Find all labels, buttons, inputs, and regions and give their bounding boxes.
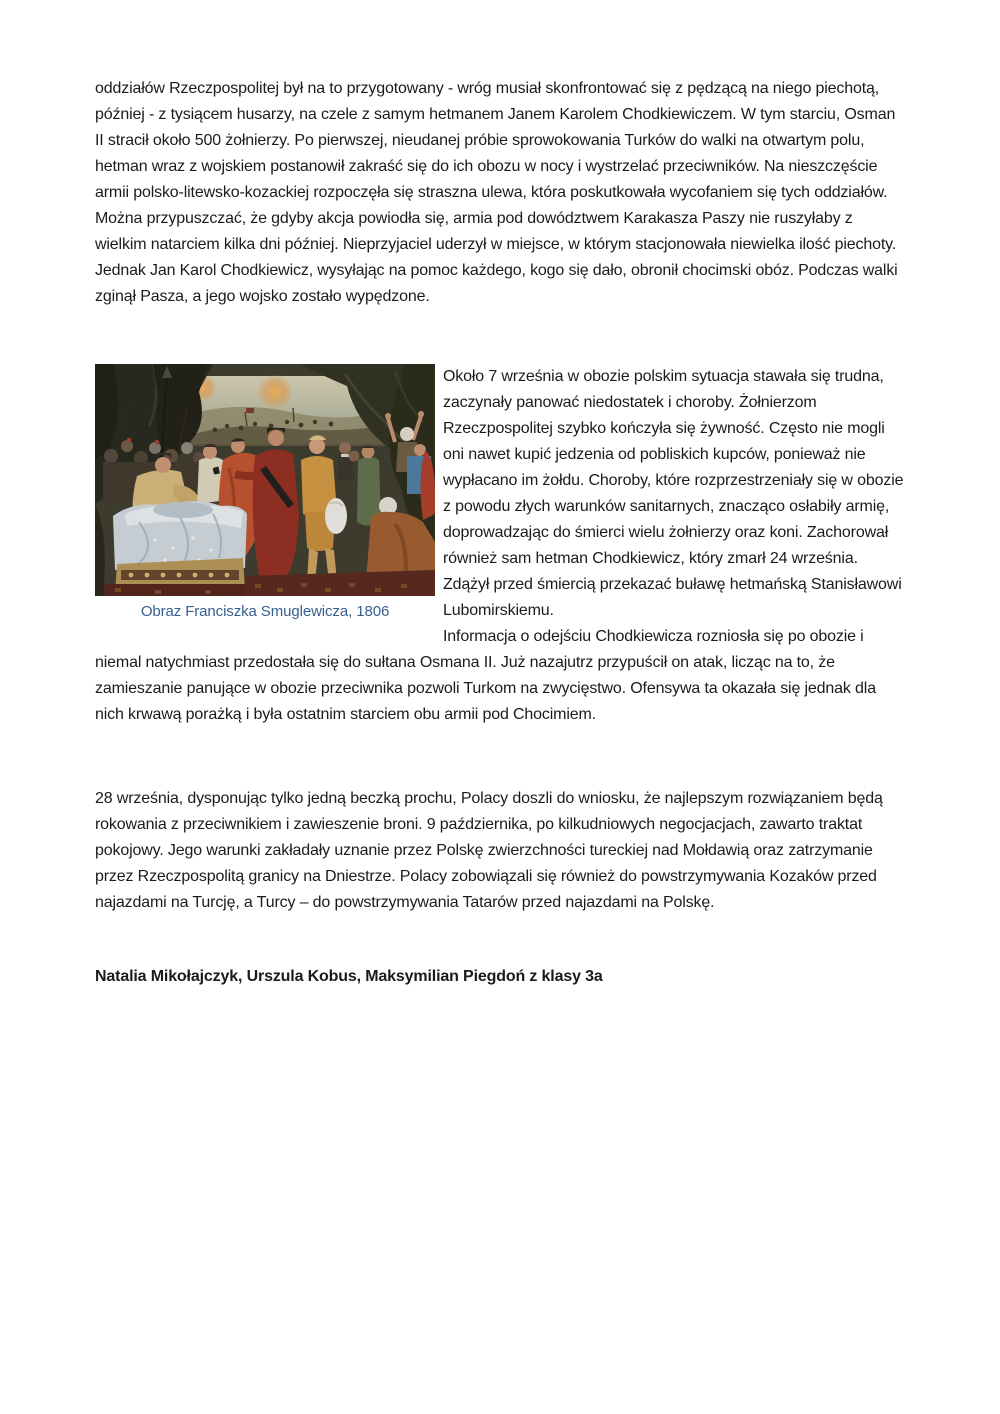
painting-image: [95, 364, 435, 596]
painting-figure: [95, 364, 435, 622]
paragraph-camp-conditions: Około 7 września w obozie polskim sytuacja stawała się trudna, zaczynały panować niedostatek i choroby. Żołnierzom Rzeczpospolitej szybko kończyła się żywność. Często nie mogli oni nawet kupić jedzenia od pobliskich kupców, ponieważ nie wypłacano im żołdu. Choroby, które rozprzestrzeniały się w obozie z powodu złych warunków sanitarnych, znacząco osłabiły armię, doprowadzając do śmierci wielu żołnierzy oraz koni. Zachorował również sam hetman Chodkiewicz, który zmarł 24 września. Zdążył przed śmiercią przekazać buławę hetmańską Stanisławowi Lubomirskiemu.: [443, 368, 904, 619]
paragraph-battle-description: oddziałów Rzeczpospolitej był na to przygotowany - wróg musiał skonfrontować się z pędzącą na niego piechotą, później - z tysiącem husarzy, na czele z samym hetmanem Janem Karolem Chodkiewiczem. W tym starciu, Osman II stracił około 500 żołnierzy. Po pierwszej, nieudanej próbie sprowokowania Turków do walki na otwartym polu, hetman wraz z wojskiem postanowił zakraść się do ich obozu w nocy i wystrzelać przeciwników. Na nieszczęście armii polsko-litewsko-kozackiej rozpoczęła się straszna ulewa, która poskutkowała wycofaniem się tych oddziałów. Można przypuszczać, że gdyby akcja powiodła się, armia pod dowództwem Karakasza Paszy nie ruszyłaby z wielkim natarciem kilka dni później. Nieprzyjaciel uderzył w miejsce, w którym stacjonowała niewielka ilość piechoty. Jednak Jan Karol Chodkiewicz, wysyłając na pomoc każdego, kogo się dało, obronił chocimski obóz. Podczas walki zginął Pasza, a jego wojsko zostało wypędzone.: [95, 80, 898, 305]
paragraph-peace-treaty: 28 września, dysponując tylko jedną beczką prochu, Polacy doszli do wniosku, że najlepszym rozwiązaniem będą rokowania z przeciwnikiem i zawieszenie broni. 9 października, po kilkudniowych negocjacjach, zawarto traktat pokojowy. Jego warunki zakładały uznanie przez Polskę zwierzchności tureckiej nad Mołdawią oraz zatrzymanie przez Rzeczpospolitą granicy na Dniestrze. Polacy zobowiązali się również do powstrzymywania Kozaków przed najazdami na Turcję, a Turcy – do powstrzymywania Tatarów przed najazdami na Polskę.: [95, 790, 883, 911]
authors-line: Natalia Mikołajczyk, Urszula Kobus, Maksymilian Piegdoń z klasy 3a: [95, 968, 603, 985]
paragraph-final-assault: Informacja o odejściu Chodkiewicza rozniosła się po obozie i niemal natychmiast przedostała się do sułtana Osmana II. Już nazajutrz przypuścił on atak, licząc na to, że zamieszanie panujące w obozie przeciwnika pozwoli Turkom na zwycięstwo. Ofensywa ta okazała się jednak dla nich krwawą porażką i była ostatnim starciem obu armii pod Chocimiem.: [95, 628, 876, 723]
smuglewicz-painting-illustration: [95, 364, 435, 596]
painting-caption: Obraz Franciszka Smuglewicza, 1806: [140, 603, 390, 620]
